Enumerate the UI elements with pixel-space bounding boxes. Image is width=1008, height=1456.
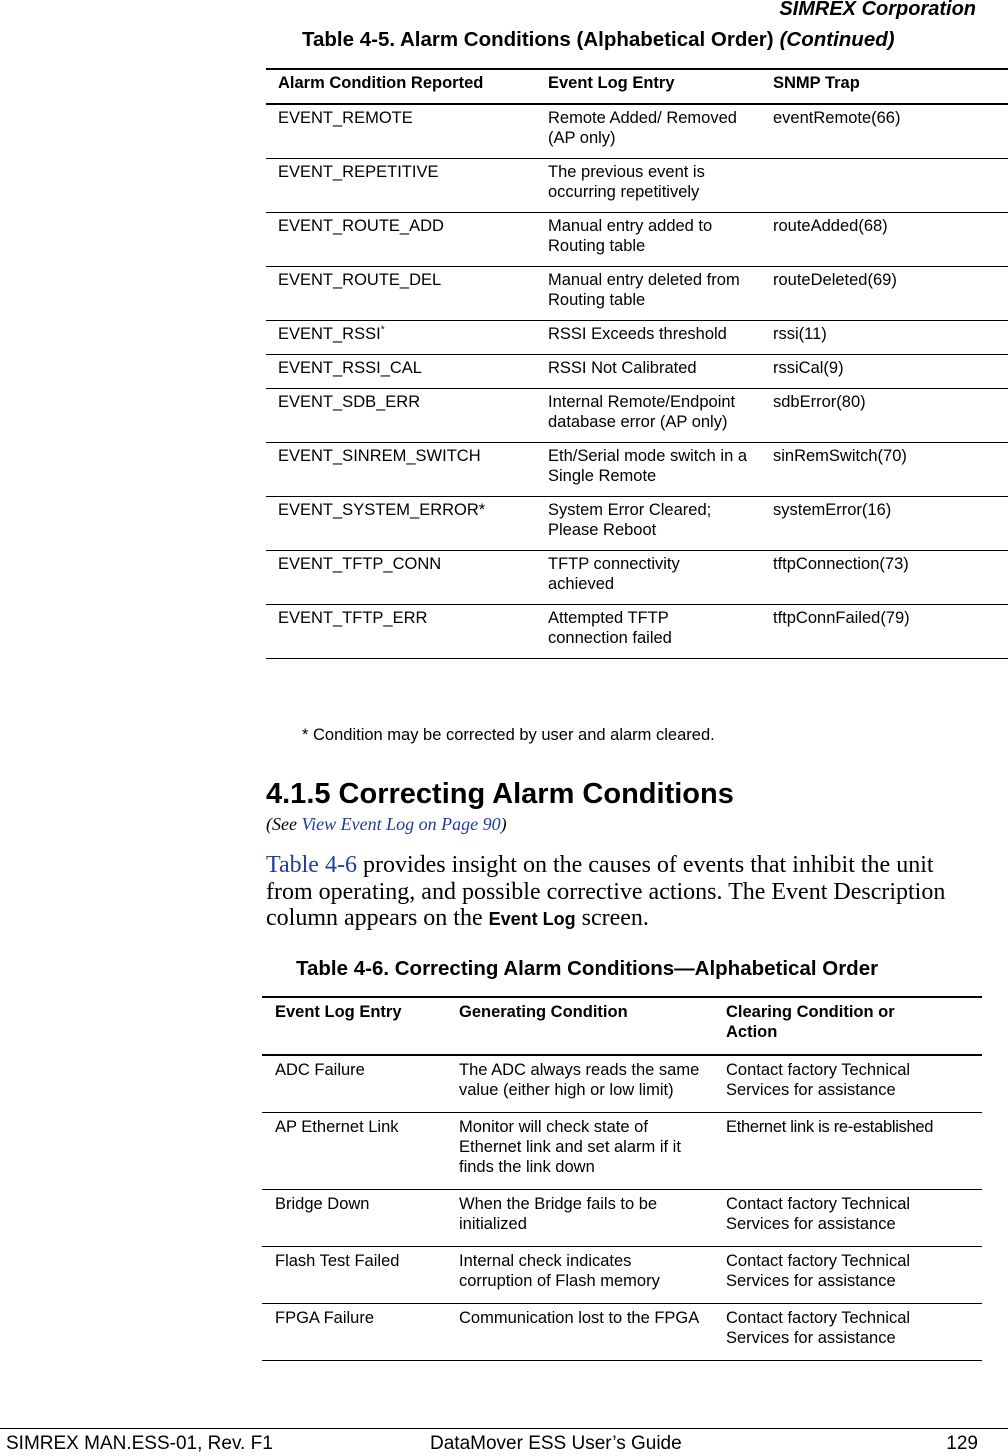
table-cell: rssi(11) xyxy=(761,321,1008,355)
table-cell: AP Ethernet Link xyxy=(262,1113,446,1190)
view-event-log-link[interactable]: View Event Log on Page 90 xyxy=(301,814,501,834)
table-row xyxy=(266,389,1008,443)
table-row xyxy=(266,551,1008,605)
table-row xyxy=(266,443,1008,497)
table-row xyxy=(262,1304,982,1361)
table-footnote: * Condition may be corrected by user and alarm cleared. xyxy=(302,726,715,744)
company-header: SIMREX Corporation xyxy=(779,0,976,20)
table-cell: The previous event is occurring repetitively xyxy=(536,159,761,213)
table-cell: EVENT_SDB_ERR xyxy=(266,389,536,443)
table-cell: Attempted TFTP connection failed xyxy=(536,605,761,659)
table-header-row xyxy=(262,997,982,1055)
table-cell: Bridge Down xyxy=(262,1190,446,1247)
table-row xyxy=(262,1055,982,1113)
table-row xyxy=(266,497,1008,551)
table-cell: EVENT_RSSI_CAL xyxy=(266,355,536,389)
footer-divider xyxy=(0,1428,1008,1429)
table-cell: tftpConnection(73) xyxy=(761,551,1008,605)
alarm-conditions-table xyxy=(266,68,1008,659)
table-cell: RSSI Not Calibrated xyxy=(536,355,761,389)
table-cell: EVENT_REMOTE xyxy=(266,104,536,159)
see-reference xyxy=(266,814,507,835)
table-row xyxy=(262,1190,982,1247)
table-4-6-link[interactable]: Table 4-6 xyxy=(266,852,357,878)
column-header: Generating Condition xyxy=(446,997,713,1055)
see-prefix: (See xyxy=(266,814,302,834)
table-row xyxy=(266,267,1008,321)
table-cell: FPGA Failure xyxy=(262,1304,446,1361)
event-rssi-label: EVENT_RSSI xyxy=(278,325,381,343)
body-paragraph xyxy=(266,852,986,933)
table-cell: Contact factory Technical Services for assistance xyxy=(713,1304,982,1361)
table-cell: EVENT_SYSTEM_ERROR* xyxy=(266,497,536,551)
page-number: 129 xyxy=(946,1433,978,1454)
table-cell: EVENT_TFTP_ERR xyxy=(266,605,536,659)
table-cell: EVENT_TFTP_CONN xyxy=(266,551,536,605)
table-cell: Contact factory Technical Services for assistance xyxy=(713,1190,982,1247)
table-cell: Monitor will check state of Ethernet link and set alarm if it finds the link down xyxy=(446,1113,713,1190)
correcting-alarms-table xyxy=(262,996,982,1361)
table-cell: eventRemote(66) xyxy=(761,104,1008,159)
table-4-5-title: Table 4-5. Alarm Conditions (Alphabetical Order) xyxy=(302,28,774,51)
table-cell: Eth/Serial mode switch in a Single Remote xyxy=(536,443,761,497)
footer-guide-title: DataMover ESS User’s Guide xyxy=(430,1433,682,1454)
table-cell xyxy=(761,159,1008,213)
table-cell: Manual entry deleted from Routing table xyxy=(536,267,761,321)
table-cell: System Error Cleared; Please Reboot xyxy=(536,497,761,551)
column-header: Alarm Condition Reported xyxy=(266,69,536,104)
table-cell: Remote Added/ Removed (AP only) xyxy=(536,104,761,159)
table-cell: Internal check indicates corruption of Flash memory xyxy=(446,1247,713,1304)
footnote-marker: * xyxy=(380,324,385,336)
table-cell: sinRemSwitch(70) xyxy=(761,443,1008,497)
column-header: Clearing Condition or Action xyxy=(713,997,982,1055)
table-cell: When the Bridge fails to be initialized xyxy=(446,1190,713,1247)
table-cell: routeAdded(68) xyxy=(761,213,1008,267)
table-cell: Internal Remote/Endpoint database error (AP only) xyxy=(536,389,761,443)
table-cell: Communication lost to the FPGA xyxy=(446,1304,713,1361)
event-log-term: Event Log xyxy=(488,909,576,929)
footer-doc-id: SIMREX MAN.ESS-01, Rev. F1 xyxy=(6,1433,273,1454)
table-cell: TFTP connectivity achieved xyxy=(536,551,761,605)
table-row xyxy=(262,1247,982,1304)
table-cell: ADC Failure xyxy=(262,1055,446,1113)
table-cell: Ethernet link is re-established xyxy=(713,1113,982,1190)
table-row xyxy=(266,104,1008,159)
table-cell: sdbError(80) xyxy=(761,389,1008,443)
table-cell: EVENT_SINREM_SWITCH xyxy=(266,443,536,497)
column-header: SNMP Trap xyxy=(761,69,1008,104)
table-row xyxy=(266,321,1008,355)
table-row xyxy=(266,213,1008,267)
section-heading: 4.1.5 Correcting Alarm Conditions xyxy=(266,778,734,810)
table-cell: EVENT_ROUTE_DEL xyxy=(266,267,536,321)
table-header-row xyxy=(266,69,1008,104)
table-cell: rssiCal(9) xyxy=(761,355,1008,389)
table-4-6-caption: Table 4-6. Correcting Alarm Conditions—Alphabetical Order xyxy=(296,957,879,980)
table-cell: routeDeleted(69) xyxy=(761,267,1008,321)
para-text: provides insight on the causes of events that inhibit the unit from operating, and possible corrective actions. The Event Description column appears on the xyxy=(266,852,946,931)
table-4-5-caption xyxy=(302,28,895,52)
table-cell: Manual entry added to Routing table xyxy=(536,213,761,267)
table-cell: Flash Test Failed xyxy=(262,1247,446,1304)
para-text-end: screen. xyxy=(575,905,649,931)
table-cell: The ADC always reads the same value (either high or low limit) xyxy=(446,1055,713,1113)
table-cell: RSSI Exceeds threshold xyxy=(536,321,761,355)
table-cell xyxy=(266,321,536,355)
continued-label: (Continued) xyxy=(779,28,895,51)
table-cell: EVENT_REPETITIVE xyxy=(266,159,536,213)
table-cell: tftpConnFailed(79) xyxy=(761,605,1008,659)
table-cell: Contact factory Technical Services for assistance xyxy=(713,1247,982,1304)
table-row xyxy=(266,159,1008,213)
table-cell: systemError(16) xyxy=(761,497,1008,551)
table-row xyxy=(262,1113,982,1190)
column-header: Event Log Entry xyxy=(262,997,446,1055)
see-suffix: ) xyxy=(500,814,507,834)
table-row xyxy=(266,605,1008,659)
column-header: Event Log Entry xyxy=(536,69,761,104)
table-cell: EVENT_ROUTE_ADD xyxy=(266,213,536,267)
table-row xyxy=(266,355,1008,389)
table-cell: Contact factory Technical Services for assistance xyxy=(713,1055,982,1113)
